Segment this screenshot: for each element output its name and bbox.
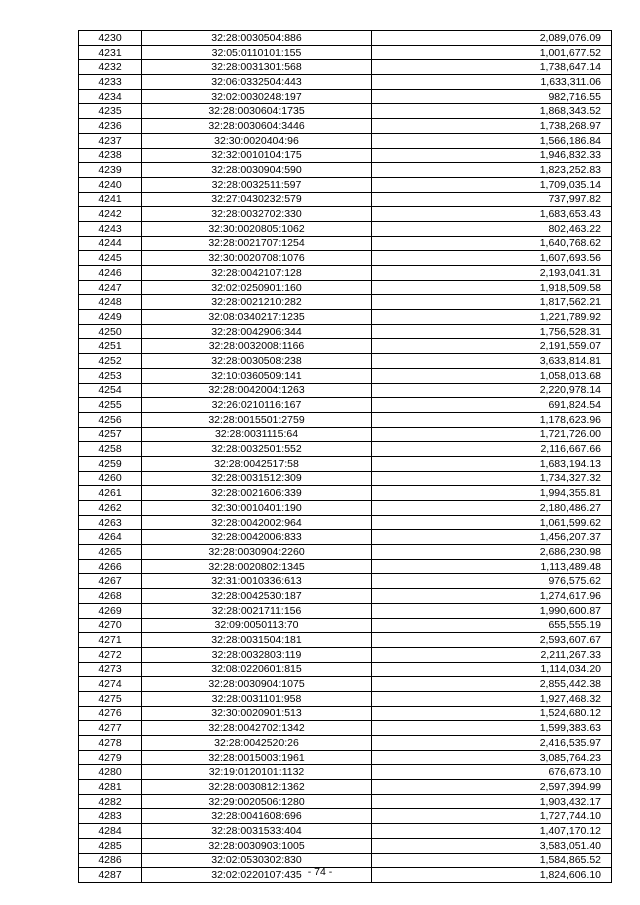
table-row <box>79 765 612 780</box>
table-row <box>79 60 612 75</box>
table-row <box>79 412 612 427</box>
value-amount-cell: 1,918,509.58 <box>372 280 612 295</box>
row-number-cell: 4274 <box>79 677 142 692</box>
row-number-cell: 4251 <box>79 339 142 354</box>
table-row <box>79 456 612 471</box>
table-row <box>79 339 612 354</box>
value-amount-cell: 1,927,468.32 <box>372 691 612 706</box>
cadastral-number-cell: 32:28:0030812:1362 <box>142 780 372 795</box>
cadastral-number-cell: 32:28:0032008:1166 <box>142 339 372 354</box>
value-amount-cell: 2,597,394.99 <box>372 780 612 795</box>
cadastral-number-cell: 32:28:0030604:3446 <box>142 119 372 134</box>
cadastral-number-cell: 32:28:0042006:833 <box>142 530 372 545</box>
value-amount-cell: 3,583,051.40 <box>372 838 612 853</box>
value-amount-cell: 655,555.19 <box>372 618 612 633</box>
table-row <box>79 736 612 751</box>
table-row <box>79 721 612 736</box>
row-number-cell: 4242 <box>79 207 142 222</box>
row-number-cell: 4231 <box>79 45 142 60</box>
value-amount-cell: 1,817,562.21 <box>372 295 612 310</box>
value-amount-cell: 1,113,489.48 <box>372 559 612 574</box>
table-row <box>79 310 612 325</box>
row-number-cell: 4278 <box>79 736 142 751</box>
value-amount-cell: 2,211,267.33 <box>372 647 612 662</box>
row-number-cell: 4247 <box>79 280 142 295</box>
cadastral-number-cell: 32:28:0042107:128 <box>142 266 372 281</box>
value-amount-cell: 1,001,677.52 <box>372 45 612 60</box>
cadastral-number-cell: 32:30:0020404:96 <box>142 133 372 148</box>
cadastral-number-cell: 32:28:0021606:339 <box>142 486 372 501</box>
table-row <box>79 442 612 457</box>
cadastral-number-cell: 32:28:0020802:1345 <box>142 559 372 574</box>
table-row <box>79 280 612 295</box>
value-amount-cell: 1,990,600.87 <box>372 603 612 618</box>
row-number-cell: 4234 <box>79 89 142 104</box>
value-amount-cell: 2,220,978.14 <box>372 383 612 398</box>
row-number-cell: 4270 <box>79 618 142 633</box>
table-row <box>79 163 612 178</box>
table-row <box>79 75 612 90</box>
cadastral-number-cell: 32:28:0015003:1961 <box>142 750 372 765</box>
value-amount-cell: 1,734,327.32 <box>372 471 612 486</box>
cadastral-number-cell: 32:28:0030904:1075 <box>142 677 372 692</box>
table-row <box>79 133 612 148</box>
value-amount-cell: 1,756,528.31 <box>372 324 612 339</box>
cadastral-number-cell: 32:10:0360509:141 <box>142 368 372 383</box>
table-row <box>79 589 612 604</box>
cadastral-value-table <box>78 30 612 883</box>
cadastral-number-cell: 32:28:0030903:1005 <box>142 838 372 853</box>
table-row <box>79 486 612 501</box>
cadastral-number-cell: 32:30:0020901:513 <box>142 706 372 721</box>
cadastral-number-cell: 32:28:0030904:2260 <box>142 545 372 560</box>
table-row <box>79 221 612 236</box>
table-row <box>79 192 612 207</box>
cadastral-number-cell: 32:28:0032803:119 <box>142 647 372 662</box>
row-number-cell: 4258 <box>79 442 142 457</box>
table-row <box>79 89 612 104</box>
cadastral-number-cell: 32:28:0042702:1342 <box>142 721 372 736</box>
table-row <box>79 471 612 486</box>
row-number-cell: 4282 <box>79 794 142 809</box>
cadastral-number-cell: 32:28:0042530:187 <box>142 589 372 604</box>
table-row <box>79 809 612 824</box>
value-amount-cell: 2,116,667.66 <box>372 442 612 457</box>
row-number-cell: 4240 <box>79 177 142 192</box>
row-number-cell: 4285 <box>79 838 142 853</box>
table-row <box>79 691 612 706</box>
row-number-cell: 4257 <box>79 427 142 442</box>
table-row <box>79 383 612 398</box>
table-row <box>79 207 612 222</box>
row-number-cell: 4246 <box>79 266 142 281</box>
value-amount-cell: 1,709,035.14 <box>372 177 612 192</box>
row-number-cell: 4287 <box>79 868 142 883</box>
row-number-cell: 4255 <box>79 398 142 413</box>
cadastral-number-cell: 32:28:0030904:590 <box>142 163 372 178</box>
value-amount-cell: 1,738,268.97 <box>372 119 612 134</box>
row-number-cell: 4277 <box>79 721 142 736</box>
row-number-cell: 4259 <box>79 456 142 471</box>
cadastral-number-cell: 32:05:0110101:155 <box>142 45 372 60</box>
row-number-cell: 4238 <box>79 148 142 163</box>
row-number-cell: 4265 <box>79 545 142 560</box>
row-number-cell: 4271 <box>79 633 142 648</box>
table-row <box>79 603 612 618</box>
cadastral-number-cell: 32:28:0030604:1735 <box>142 104 372 119</box>
table-body <box>79 31 612 883</box>
table-row <box>79 618 612 633</box>
cadastral-number-cell: 32:02:0220107:435 <box>142 868 372 883</box>
value-amount-cell: 1,633,311.06 <box>372 75 612 90</box>
row-number-cell: 4253 <box>79 368 142 383</box>
value-amount-cell: 1,407,170.12 <box>372 824 612 839</box>
row-number-cell: 4280 <box>79 765 142 780</box>
cadastral-number-cell: 32:02:0250901:160 <box>142 280 372 295</box>
row-number-cell: 4268 <box>79 589 142 604</box>
table-row <box>79 559 612 574</box>
row-number-cell: 4264 <box>79 530 142 545</box>
cadastral-number-cell: 32:29:0020506:1280 <box>142 794 372 809</box>
table-row <box>79 324 612 339</box>
page-number: - 74 - <box>307 866 333 878</box>
row-number-cell: 4252 <box>79 354 142 369</box>
row-number-cell: 4233 <box>79 75 142 90</box>
value-amount-cell: 3,085,764.23 <box>372 750 612 765</box>
table-row <box>79 501 612 516</box>
table-row <box>79 119 612 134</box>
table-row <box>79 706 612 721</box>
value-amount-cell: 676,673.10 <box>372 765 612 780</box>
value-amount-cell: 982,716.55 <box>372 89 612 104</box>
value-amount-cell: 1,274,617.96 <box>372 589 612 604</box>
cadastral-number-cell: 32:28:0031512:309 <box>142 471 372 486</box>
table-row <box>79 677 612 692</box>
cadastral-number-cell: 32:30:0020708:1076 <box>142 251 372 266</box>
cadastral-number-cell: 32:28:0032511:597 <box>142 177 372 192</box>
value-amount-cell: 1,566,186.84 <box>372 133 612 148</box>
row-number-cell: 4281 <box>79 780 142 795</box>
cadastral-number-cell: 32:28:0021210:282 <box>142 295 372 310</box>
row-number-cell: 4262 <box>79 501 142 516</box>
table-row <box>79 236 612 251</box>
cadastral-number-cell: 32:28:0032501:552 <box>142 442 372 457</box>
row-number-cell: 4254 <box>79 383 142 398</box>
row-number-cell: 4236 <box>79 119 142 134</box>
cadastral-number-cell: 32:19:0120101:1132 <box>142 765 372 780</box>
value-amount-cell: 802,463.22 <box>372 221 612 236</box>
cadastral-number-cell: 32:28:0032702:330 <box>142 207 372 222</box>
value-amount-cell: 1,868,343.52 <box>372 104 612 119</box>
value-amount-cell: 1,607,693.56 <box>372 251 612 266</box>
row-number-cell: 4250 <box>79 324 142 339</box>
cadastral-number-cell: 32:28:0031504:181 <box>142 633 372 648</box>
value-amount-cell: 2,180,486.27 <box>372 501 612 516</box>
value-amount-cell: 1,994,355.81 <box>372 486 612 501</box>
row-number-cell: 4244 <box>79 236 142 251</box>
row-number-cell: 4237 <box>79 133 142 148</box>
table-row <box>79 750 612 765</box>
table-row <box>79 427 612 442</box>
cadastral-number-cell: 32:02:0030248:197 <box>142 89 372 104</box>
value-amount-cell: 2,416,535.97 <box>372 736 612 751</box>
row-number-cell: 4260 <box>79 471 142 486</box>
cadastral-number-cell: 32:28:0042004:1263 <box>142 383 372 398</box>
cadastral-number-cell: 32:26:0210116:167 <box>142 398 372 413</box>
cadastral-number-cell: 32:31:0010336:613 <box>142 574 372 589</box>
value-amount-cell: 1,683,194.13 <box>372 456 612 471</box>
table-row <box>79 295 612 310</box>
value-amount-cell: 2,855,442.38 <box>372 677 612 692</box>
row-number-cell: 4272 <box>79 647 142 662</box>
cadastral-number-cell: 32:28:0031533:404 <box>142 824 372 839</box>
value-amount-cell: 1,824,606.10 <box>372 868 612 883</box>
table-row <box>79 574 612 589</box>
row-number-cell: 4241 <box>79 192 142 207</box>
row-number-cell: 4273 <box>79 662 142 677</box>
row-number-cell: 4232 <box>79 60 142 75</box>
row-number-cell: 4239 <box>79 163 142 178</box>
value-amount-cell: 1,524,680.12 <box>372 706 612 721</box>
cadastral-number-cell: 32:09:0050113:70 <box>142 618 372 633</box>
value-amount-cell: 976,575.62 <box>372 574 612 589</box>
row-number-cell: 4243 <box>79 221 142 236</box>
cadastral-number-cell: 32:28:0031101:958 <box>142 691 372 706</box>
cadastral-number-cell: 32:28:0042002:964 <box>142 515 372 530</box>
cadastral-number-cell: 32:28:0042906:344 <box>142 324 372 339</box>
value-amount-cell: 1,221,789.92 <box>372 310 612 325</box>
row-number-cell: 4267 <box>79 574 142 589</box>
value-amount-cell: 1,727,744.10 <box>372 809 612 824</box>
table-row <box>79 824 612 839</box>
value-amount-cell: 1,738,647.14 <box>372 60 612 75</box>
cadastral-number-cell: 32:30:0010401:190 <box>142 501 372 516</box>
table-row <box>79 148 612 163</box>
row-number-cell: 4248 <box>79 295 142 310</box>
value-amount-cell: 1,058,013.68 <box>372 368 612 383</box>
table-row <box>79 31 612 46</box>
table-row <box>79 177 612 192</box>
value-amount-cell: 2,089,076.09 <box>372 31 612 46</box>
value-amount-cell: 737,997.82 <box>372 192 612 207</box>
cadastral-number-cell: 32:28:0042520:26 <box>142 736 372 751</box>
cadastral-number-cell: 32:30:0020805:1062 <box>142 221 372 236</box>
value-amount-cell: 3,633,814.81 <box>372 354 612 369</box>
row-number-cell: 4235 <box>79 104 142 119</box>
table-row <box>79 515 612 530</box>
cadastral-number-cell: 32:08:0220601:815 <box>142 662 372 677</box>
table-row <box>79 45 612 60</box>
row-number-cell: 4269 <box>79 603 142 618</box>
cadastral-number-cell: 32:28:0031301:568 <box>142 60 372 75</box>
value-amount-cell: 1,721,726.00 <box>372 427 612 442</box>
row-number-cell: 4266 <box>79 559 142 574</box>
value-amount-cell: 1,640,768.62 <box>372 236 612 251</box>
table-row <box>79 780 612 795</box>
cadastral-number-cell: 32:32:0010104:175 <box>142 148 372 163</box>
table-row <box>79 104 612 119</box>
row-number-cell: 4249 <box>79 310 142 325</box>
table-row <box>79 398 612 413</box>
value-amount-cell: 1,946,832.33 <box>372 148 612 163</box>
value-amount-cell: 1,114,034.20 <box>372 662 612 677</box>
cadastral-number-cell: 32:28:0030508:238 <box>142 354 372 369</box>
value-amount-cell: 2,193,041.31 <box>372 266 612 281</box>
value-amount-cell: 1,903,432.17 <box>372 794 612 809</box>
value-amount-cell: 1,599,383.63 <box>372 721 612 736</box>
table-row <box>79 633 612 648</box>
table-row <box>79 266 612 281</box>
table-row <box>79 545 612 560</box>
row-number-cell: 4263 <box>79 515 142 530</box>
value-amount-cell: 1,823,252.83 <box>372 163 612 178</box>
cadastral-number-cell: 32:06:0332504:443 <box>142 75 372 90</box>
table-row <box>79 794 612 809</box>
value-amount-cell: 1,683,653.43 <box>372 207 612 222</box>
cadastral-number-cell: 32:28:0021707:1254 <box>142 236 372 251</box>
cadastral-number-cell: 32:28:0031115:64 <box>142 427 372 442</box>
value-amount-cell: 1,584,865.52 <box>372 853 612 868</box>
row-number-cell: 4261 <box>79 486 142 501</box>
value-amount-cell: 2,191,559.07 <box>372 339 612 354</box>
row-number-cell: 4276 <box>79 706 142 721</box>
value-amount-cell: 1,061,599.62 <box>372 515 612 530</box>
cadastral-number-cell: 32:28:0021711:156 <box>142 603 372 618</box>
row-number-cell: 4283 <box>79 809 142 824</box>
row-number-cell: 4279 <box>79 750 142 765</box>
cadastral-number-cell: 32:28:0041608:696 <box>142 809 372 824</box>
row-number-cell: 4230 <box>79 31 142 46</box>
value-amount-cell: 2,686,230.98 <box>372 545 612 560</box>
value-amount-cell: 1,178,623.96 <box>372 412 612 427</box>
cadastral-number-cell: 32:28:0042517:58 <box>142 456 372 471</box>
table-row <box>79 647 612 662</box>
table-row <box>79 530 612 545</box>
value-amount-cell: 2,593,607.67 <box>372 633 612 648</box>
cadastral-number-cell: 32:28:0015501:2759 <box>142 412 372 427</box>
table-row <box>79 838 612 853</box>
table-row <box>79 251 612 266</box>
table-row <box>79 354 612 369</box>
table-row <box>79 368 612 383</box>
cadastral-number-cell: 32:02:0530302:830 <box>142 853 372 868</box>
row-number-cell: 4245 <box>79 251 142 266</box>
row-number-cell: 4286 <box>79 853 142 868</box>
cadastral-number-cell: 32:08:0340217:1235 <box>142 310 372 325</box>
value-amount-cell: 1,456,207.37 <box>372 530 612 545</box>
row-number-cell: 4275 <box>79 691 142 706</box>
cadastral-number-cell: 32:28:0030504:886 <box>142 31 372 46</box>
row-number-cell: 4284 <box>79 824 142 839</box>
table-row <box>79 662 612 677</box>
cadastral-number-cell: 32:27:0430232:579 <box>142 192 372 207</box>
row-number-cell: 4256 <box>79 412 142 427</box>
value-amount-cell: 691,824.54 <box>372 398 612 413</box>
